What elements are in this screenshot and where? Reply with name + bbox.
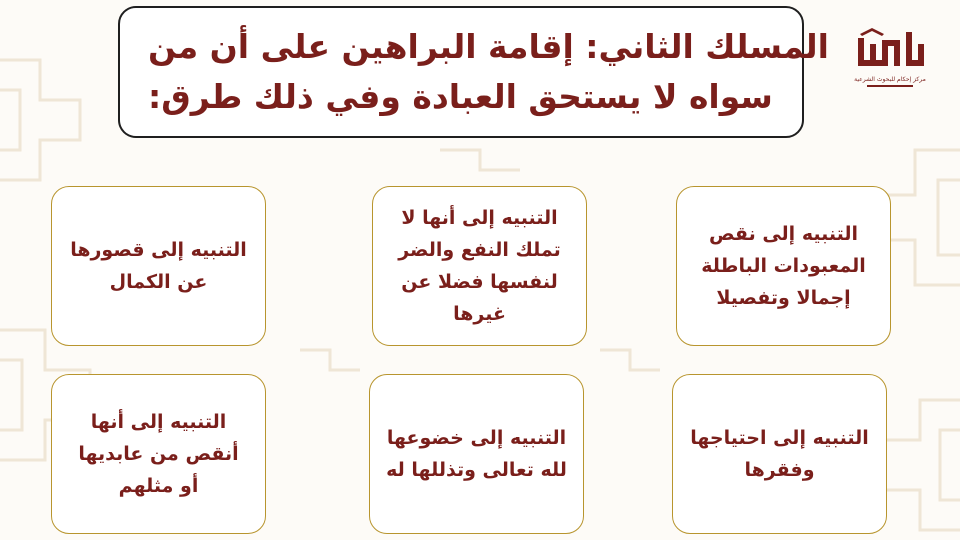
card-falling-short-of-perfection	[51, 186, 266, 346]
card-submission-to-allah	[369, 374, 584, 534]
logo	[848, 26, 932, 92]
card-text: التنبيه إلى خضوعها لله تعالى وتذللها له	[386, 427, 567, 481]
card-deficiency-of-false-deities	[676, 186, 891, 346]
card-lesser-than-worshippers	[51, 374, 266, 534]
card-text: التنبيه إلى احتياجها وفقرها	[690, 427, 869, 481]
ihkam-logo-mark	[852, 26, 930, 72]
logo-subtitle: مركز إحكام للبحوث الشرعية	[854, 76, 926, 83]
slide-title-box	[118, 6, 829, 138]
card-text: التنبيه إلى قصورها عن الكمال	[70, 239, 247, 293]
card-text: التنبيه إلى أنها لا تملك النفع والضر لنفسها فضلا عن غيرها	[398, 207, 561, 325]
slide-title-line-1: المسلك الثاني: إقامة البراهين على أن من	[148, 27, 829, 66]
card-text: التنبيه إلى أنها أنقص من عابديها أو مثلهم	[78, 411, 239, 497]
logo-underline	[848, 84, 932, 88]
card-need-and-poverty	[672, 374, 887, 534]
slide-title-line-2: سواه لا يستحق العبادة وفي ذلك طرق:	[148, 77, 773, 116]
card-text: التنبيه إلى نقص المعبودات الباطلة إجمالا وتفصيلا	[701, 223, 866, 309]
card-no-benefit-or-harm	[372, 186, 587, 346]
